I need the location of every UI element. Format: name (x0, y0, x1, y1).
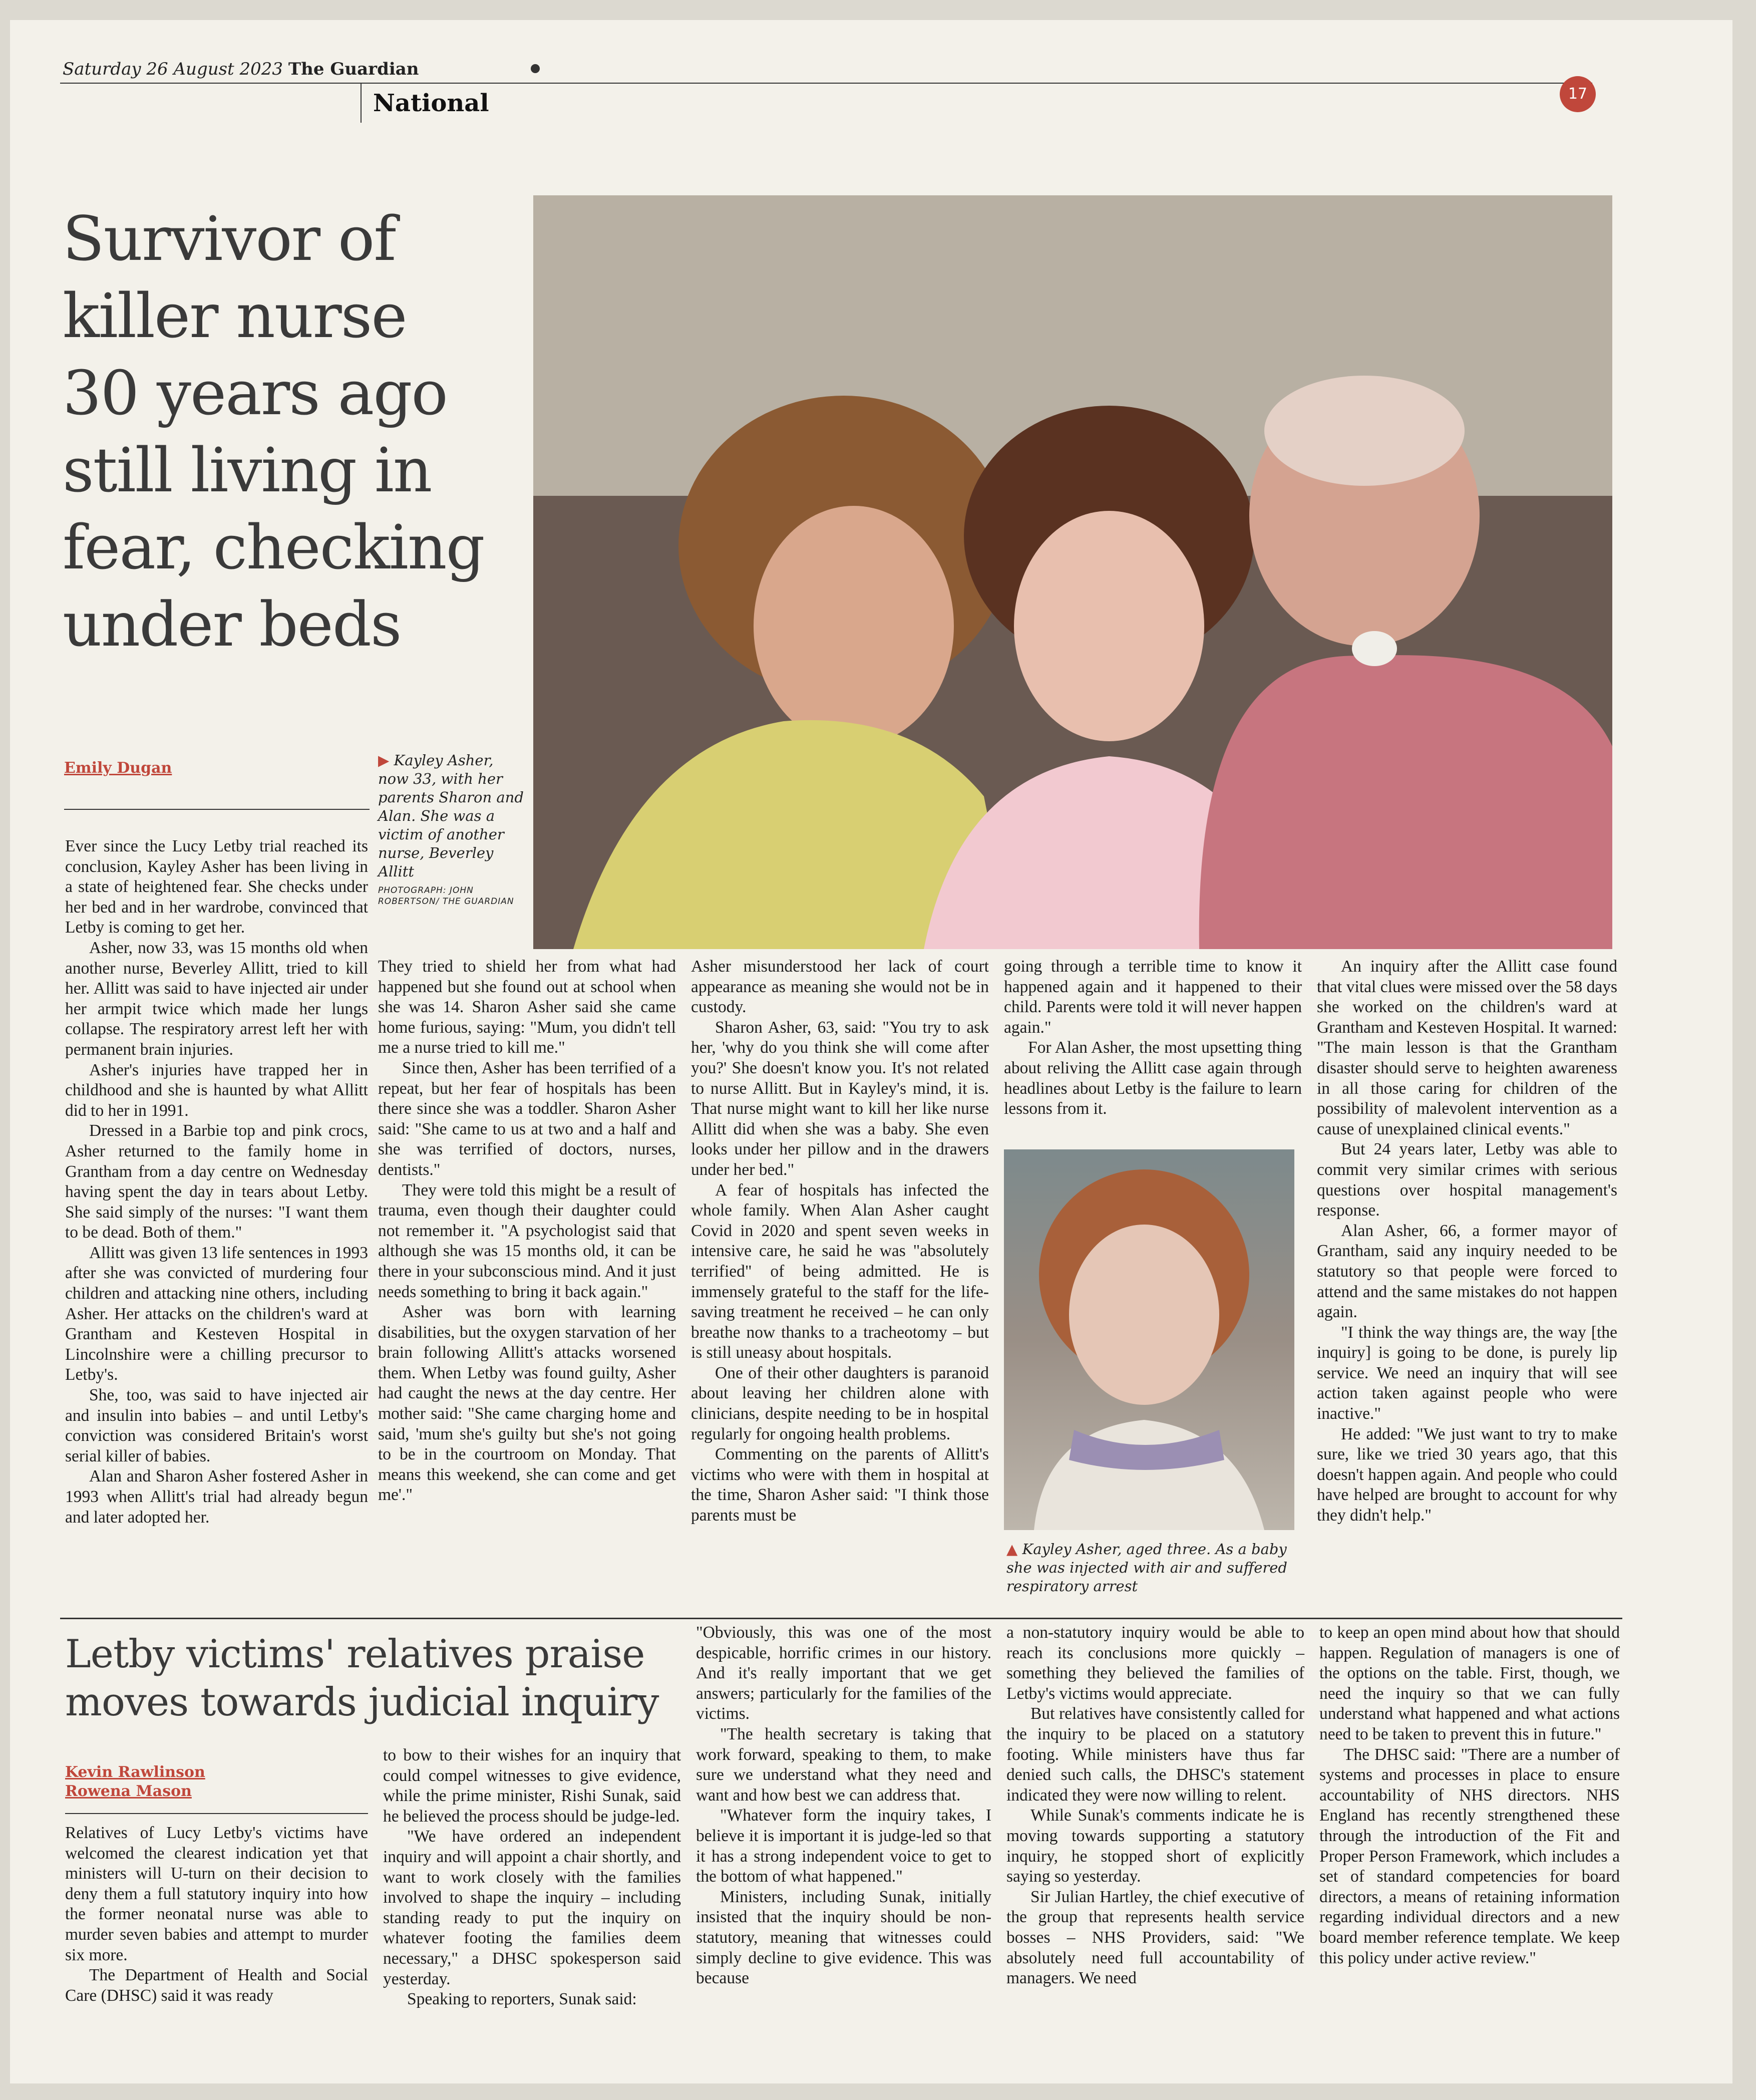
inset-caption-text: Kayley Asher, aged three. As a baby she was injected with air and suffered respiratory arrest (1006, 1541, 1287, 1595)
newspaper-page (10, 20, 1732, 2083)
masthead-paper: The Guardian (288, 59, 419, 79)
paragraph: They tried to shield her from what had happened but she found out at school when she was 14. Sharon Asher said she came home furious, saying: "Mum, you didn't tell me a nurse tried to kill me." (378, 957, 676, 1057)
paragraph: Asher misunderstood her lack of court appearance as meaning she would not be in custody. (691, 957, 989, 1017)
story2-column-1 (65, 1823, 368, 2006)
story1-column-5 (1317, 957, 1617, 1526)
paragraph: While Sunak's comments indicate he is moving towards supporting a statutory inquiry, he stopped short of explicitly saying so yesterday. (1006, 1806, 1304, 1886)
paragraph: Sir Julian Hartley, the chief executive of the group that represents health service bosses – NHS Providers, said: "We absolutely need full accountability of managers. We need (1006, 1887, 1304, 1988)
paragraph: Dressed in a Barbie top and pink crocs, Asher returned to the family home in Grantham from a day centre on Wednesday having spent the day in tears about Letby. She said simply of the nurses: "I want them to be dead. Both of them." (65, 1121, 368, 1242)
paragraph: Commenting on the parents of Allitt's victims who were with them in hospital at the time, Sharon Asher said: "I think those parents must be (691, 1445, 989, 1525)
story2-column-5 (1319, 1623, 1620, 1968)
family-photo-illustration (533, 195, 1612, 949)
photo-caption-text: Kayley Asher, now 33, with her parents Sharon and Alan. She was a victim of another nurse, Beverley Allitt (378, 752, 524, 880)
story2-byline (65, 1763, 205, 1801)
paragraph: Since then, Asher has been terrified of a repeat, but her fear of hospitals has been there since she was a toddler. Sharon Asher said: "She came to us at two and a half and she was terrified of doctors, nurses, dentists." (378, 1058, 676, 1179)
main-photo (533, 195, 1612, 949)
headline-line: under beds (63, 589, 401, 660)
paragraph: A fear of hospitals has infected the whole family. When Alan Asher caught Covid in 2020 and spent seven weeks in intensive care, he said he was "absolutely terrified" of being admitted. He is immensely grateful to the staff for the life-saving treatment he received – he can only breathe now thanks to a tracheotomy – but is still uneasy about hospitals. (691, 1180, 989, 1362)
story1-column-1 (65, 836, 368, 1528)
paragraph: They were told this might be a result of trauma, even though their daughter could not remember it. "A psychologist said that although she was 15 months old, it can be there in your subconscious mind. And it just needs something to bring it back again." (378, 1180, 676, 1301)
paragraph: The Department of Health and Social Care (DHSC) said it was ready (65, 1966, 368, 2005)
story2-column-2 (383, 1745, 681, 2010)
masthead-date: Saturday 26 August 2023 (63, 59, 283, 79)
headline-line: Letby victims' relatives praise (65, 1632, 645, 1677)
child-photo-illustration (1004, 1149, 1294, 1530)
story2-column-3 (696, 1623, 991, 1989)
paragraph: She, too, was said to have injected air and insulin into babies – and until Letby's conviction was considered Britain's worst serial killer of babies. (65, 1386, 368, 1465)
paragraph: "Whatever form the inquiry takes, I believe it is important it is judge-led so that it has a strong independent voice to get to the bottom of what happened." (696, 1806, 991, 1886)
caption-triangle-icon: ▶ (378, 752, 390, 769)
story1-column-3 (691, 957, 989, 1526)
story1-headline (63, 200, 543, 663)
page-number: 17 (1560, 76, 1596, 112)
paragraph: "I think the way things are, the way [the inquiry] is going to be done, is purely lip service. We need an inquiry that will see action taken against people who were inactive." (1317, 1323, 1617, 1423)
paragraph: The DHSC said: "There are a number of systems and processes in place to ensure accountability of NHS directors. NHS England has recently strengthened these through the introduction of the Fit and Proper Person Framework, which includes a set of standard competencies for board directors, a means of retaining information regarding individual directors and a new board member reference template. We keep this policy under active review." (1319, 1745, 1620, 1967)
photo-credit: PHOTOGRAPH: JOHN ROBERTSON/ THE GUARDIAN (378, 885, 514, 907)
paragraph: to keep an open mind about how that should happen. Regulation of managers is one of the options on the table. First, though, we need the inquiry so that we can fully understand what happened and what actions need to be taken to prevent this in future." (1319, 1623, 1620, 1743)
byline-name: Rowena Mason (65, 1782, 192, 1800)
byline-name: Kevin Rawlinson (65, 1763, 205, 1781)
byline-rule (65, 1813, 368, 1814)
paragraph: Asher was born with learning disabilities, but the oxygen starvation of her brain following Allitt's attacks worsened them. When Letby was found guilty, Asher had caught the news at the day centre. Her mother said: "She came charging home and said, 'mum she's guilty but she's not going to be in the courtroom on Monday. That means this weekend, she can come and get me'." (378, 1303, 676, 1505)
caption-triangle-icon: ▲ (1006, 1541, 1018, 1558)
headline-line: Survivor of (63, 203, 396, 274)
paragraph: Ever since the Lucy Letby trial reached its conclusion, Kayley Asher has been living in a state of heightened fear. She checks under her bed and in her wardrobe, convinced that Letby is coming to get her. (65, 837, 368, 937)
story2-column-4 (1006, 1623, 1304, 1989)
story2-headline (65, 1630, 696, 1726)
paragraph: An inquiry after the Allitt case found that vital clues were missed over the 58 days she worked on the children's ward at Grantham and Kesteven Hospital. It warned: "The main lesson is that the Grantham disaster should serve to heighten awareness in all those caring for children of the possibility of malevolent intervention as a cause of unexplained clinical events." (1317, 957, 1617, 1138)
paragraph: One of their other daughters is paranoid about leaving her children alone with clinicians, despite needing to be in hospital regularly for ongoing health problems. (691, 1363, 989, 1443)
paragraph: For Alan Asher, the most upsetting thing about reliving the Allitt case again through headlines about Letby is the failure to learn lessons from it. (1004, 1038, 1302, 1118)
paragraph: "Obviously, this was one of the most despicable, horrific crimes in our history. And it's really important that we get answers; particularly for the families of the victims. (696, 1623, 991, 1723)
paragraph: Alan Asher, 66, a former mayor of Grantham, said any inquiry needed to be statutory so that people were forced to attend and the same mistakes do not happen again. (1317, 1221, 1617, 1322)
story-separator (60, 1618, 1622, 1619)
inset-caption (1006, 1540, 1307, 1596)
paragraph: "The health secretary is taking that work forward, speaking to them, to make sure we understand what they need and want and how best we can address that. (696, 1724, 991, 1805)
headline-line: moves towards judicial inquiry (65, 1680, 659, 1725)
photo-caption (378, 751, 528, 907)
section-divider (361, 83, 362, 123)
story1-column-2 (378, 957, 676, 1506)
paragraph: But relatives have consistently called for the inquiry to be placed on a statutory footing. While ministers have thus far denied such calls, the DHSC's statement indicated they were now willing to relent. (1006, 1704, 1304, 1805)
paragraph: Speaking to reporters, Sunak said: (407, 1990, 637, 2009)
section-label: National (373, 89, 489, 117)
paragraph: Sharon Asher, 63, said: "You try to ask her, 'why do you think she will come after you?' She doesn't know you. It's not related to nurse Allitt. But in Kayley's mind, it is. That nurse might want to kill her like nurse Allitt did when she was a baby. She even looks under her pillow and in the drawers under her bed." (691, 1018, 989, 1179)
paragraph: Alan and Sharon Asher fostered Asher in 1993 when Allitt's trial had already begun and later adopted her. (65, 1467, 368, 1527)
story1-byline: Emily Dugan (64, 759, 172, 777)
dot-mark (531, 64, 540, 73)
headline-line: killer nurse (63, 280, 407, 352)
inset-photo (1004, 1149, 1294, 1530)
paragraph: a non-statutory inquiry would be able to reach its conclusions more quickly – something they believed the families of Letby's victims would appreciate. (1006, 1623, 1304, 1703)
paragraph: Relatives of Lucy Letby's victims have welcomed the clearest indication yet that ministers will U-turn on their decision to deny them a full statutory inquiry into how the former neonatal nurse was able to murder seven babies and attempt to murder six more. (65, 1824, 368, 1964)
paragraph: to bow to their wishes for an inquiry that could compel witnesses to give evidence, while the prime minister, Rishi Sunak, said he believed the process should be judge-led. (383, 1746, 681, 1826)
paragraph: But 24 years later, Letby was able to commit very similar crimes with serious questions over hospital management's response. (1317, 1140, 1617, 1220)
masthead-rule (60, 83, 1592, 84)
byline-rule (64, 809, 370, 810)
paragraph: He added: "We just want to try to make sure, like we tried 30 years ago, that this doesn't happen again. And people who could have helped are brought to account for why they didn't help." (1317, 1424, 1617, 1525)
paragraph: Allitt was given 13 life sentences in 1993 after she was convicted of murdering four children and attacking nine others, including Asher. Her attacks on the children's ward at Grantham and Kesteven Hospital in Lincolnshire were a chilling precursor to Letby's. (65, 1243, 368, 1384)
paragraph: going through a terrible time to know it happened again and it happened to their child. Parents were told it will never happen again." (1004, 957, 1302, 1037)
paragraph: "We have ordered an independent inquiry and will appoint a chair shortly, and want to work closely with the families involved to shape the inquiry – including standing ready to put the inquiry on whatever footing the families deem necessary," a DHSC spokesperson said yesterday. (383, 1827, 681, 1988)
headline-line: 30 years ago (63, 358, 447, 429)
headline-line: fear, checking (63, 512, 484, 583)
masthead-line (63, 59, 419, 79)
paragraph: Ministers, including Sunak, initially insisted that the inquiry should be non-statutory, meaning that witnesses could simply decline to give evidence. This was because (696, 1887, 991, 1988)
paragraph: Asher's injuries have trapped her in childhood and she is haunted by what Allitt did to her in 1991. (65, 1060, 368, 1120)
headline-line: still living in (63, 435, 432, 506)
story1-column-4 (1004, 957, 1302, 1119)
paragraph: Asher, now 33, was 15 months old when another nurse, Beverley Allitt, tried to kill her. Allitt was said to have injected air under her armpit twice which made her lungs collapse. The respiratory arrest left her with permanent brain injuries. (65, 938, 368, 1059)
